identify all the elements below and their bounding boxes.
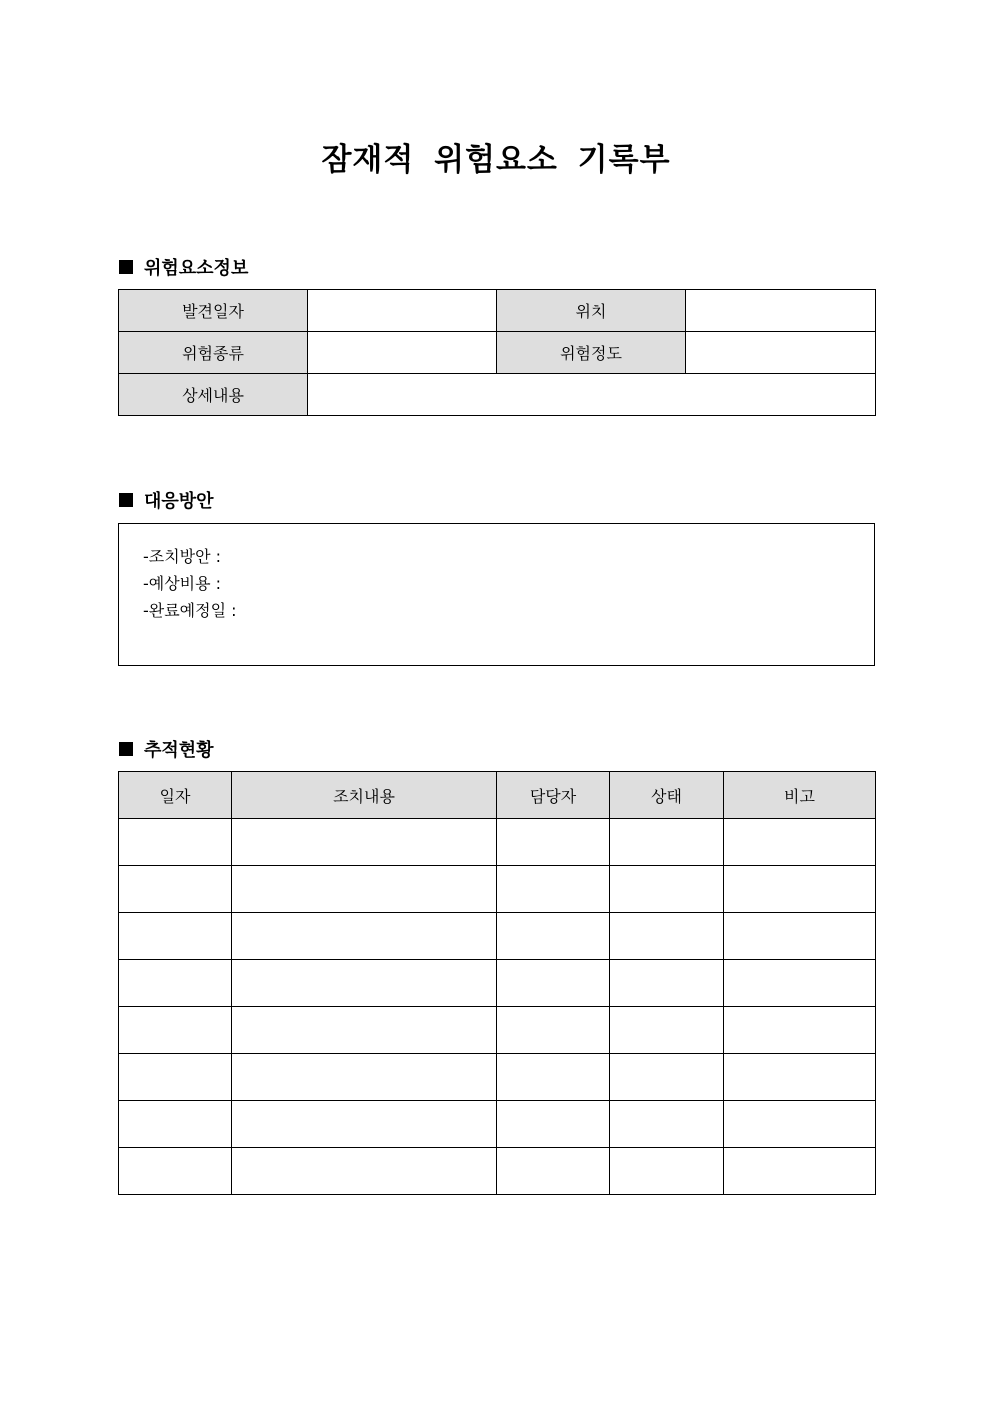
table-cell[interactable] — [119, 866, 232, 913]
location-label: 위치 — [497, 290, 686, 332]
tracking-table — [118, 771, 876, 1195]
table-cell[interactable] — [232, 866, 497, 913]
table-cell[interactable] — [610, 1148, 724, 1195]
risk-type-label: 위험종류 — [119, 332, 308, 374]
table-row — [119, 866, 876, 913]
column-header-action: 조치내용 — [232, 772, 497, 819]
column-header-date: 일자 — [119, 772, 232, 819]
section-heading-label: 대응방안 — [144, 491, 214, 512]
risk-level-label: 위험정도 — [497, 332, 686, 374]
table-cell[interactable] — [724, 960, 876, 1007]
table-row — [119, 913, 876, 960]
table-cell[interactable] — [232, 1054, 497, 1101]
section-heading-info — [119, 254, 248, 280]
table-cell[interactable] — [232, 819, 497, 866]
table-cell[interactable] — [610, 1054, 724, 1101]
table-cell[interactable] — [610, 866, 724, 913]
table-cell[interactable] — [724, 866, 876, 913]
table-cell[interactable] — [232, 1148, 497, 1195]
table-cell[interactable] — [232, 1007, 497, 1054]
table-row — [119, 1007, 876, 1054]
table-cell[interactable] — [497, 960, 610, 1007]
column-header-status: 상태 — [610, 772, 724, 819]
table-cell[interactable] — [610, 1101, 724, 1148]
details-label: 상세내용 — [119, 374, 308, 416]
table-cell[interactable] — [610, 960, 724, 1007]
table-row — [119, 1101, 876, 1148]
table-cell[interactable] — [724, 819, 876, 866]
square-bullet-icon — [119, 260, 133, 274]
square-bullet-icon — [119, 742, 133, 756]
table-row — [119, 1148, 876, 1195]
section-heading-tracking — [119, 736, 214, 762]
table-cell[interactable] — [610, 1007, 724, 1054]
table-cell[interactable] — [232, 1101, 497, 1148]
response-plan-box[interactable] — [118, 523, 875, 666]
table-row — [119, 332, 876, 374]
table-row — [119, 1054, 876, 1101]
table-cell[interactable] — [610, 913, 724, 960]
page-title: 잠재적 위험요소 기록부 — [321, 142, 671, 178]
table-header-row — [119, 772, 876, 819]
table-cell[interactable] — [497, 913, 610, 960]
table-cell[interactable] — [119, 1054, 232, 1101]
table-cell[interactable] — [497, 1054, 610, 1101]
found-date-label: 발견일자 — [119, 290, 308, 332]
table-cell[interactable] — [724, 1101, 876, 1148]
table-cell[interactable] — [497, 1007, 610, 1054]
response-lines — [143, 543, 237, 624]
section-heading-response — [119, 487, 214, 513]
table-row — [119, 960, 876, 1007]
table-cell[interactable] — [724, 913, 876, 960]
table-row — [119, 290, 876, 332]
risk-info-table — [118, 289, 876, 416]
square-bullet-icon — [119, 493, 133, 507]
table-cell[interactable] — [610, 819, 724, 866]
table-cell[interactable] — [119, 1148, 232, 1195]
table-cell[interactable] — [232, 913, 497, 960]
table-row — [119, 819, 876, 866]
found-date-field[interactable] — [308, 290, 497, 332]
table-cell[interactable] — [119, 1007, 232, 1054]
expected-cost-line: -예상비용 : — [143, 574, 222, 593]
table-cell[interactable] — [497, 1148, 610, 1195]
table-cell[interactable] — [232, 960, 497, 1007]
table-cell[interactable] — [497, 866, 610, 913]
table-cell[interactable] — [724, 1007, 876, 1054]
table-cell[interactable] — [119, 913, 232, 960]
table-cell[interactable] — [724, 1054, 876, 1101]
table-cell[interactable] — [119, 1101, 232, 1148]
location-field[interactable] — [686, 290, 876, 332]
table-cell[interactable] — [724, 1148, 876, 1195]
risk-level-field[interactable] — [686, 332, 876, 374]
column-header-remarks: 비고 — [724, 772, 876, 819]
table-cell[interactable] — [497, 1101, 610, 1148]
table-cell[interactable] — [497, 819, 610, 866]
details-field[interactable] — [308, 374, 876, 416]
section-heading-label: 추적현황 — [144, 740, 214, 761]
column-header-assignee: 담당자 — [497, 772, 610, 819]
due-date-line: -완료예정일 : — [143, 601, 237, 620]
table-cell[interactable] — [119, 819, 232, 866]
risk-type-field[interactable] — [308, 332, 497, 374]
section-heading-label: 위험요소정보 — [144, 258, 249, 279]
table-row — [119, 374, 876, 416]
action-plan-line: -조치방안 : — [143, 547, 222, 566]
table-cell[interactable] — [119, 960, 232, 1007]
